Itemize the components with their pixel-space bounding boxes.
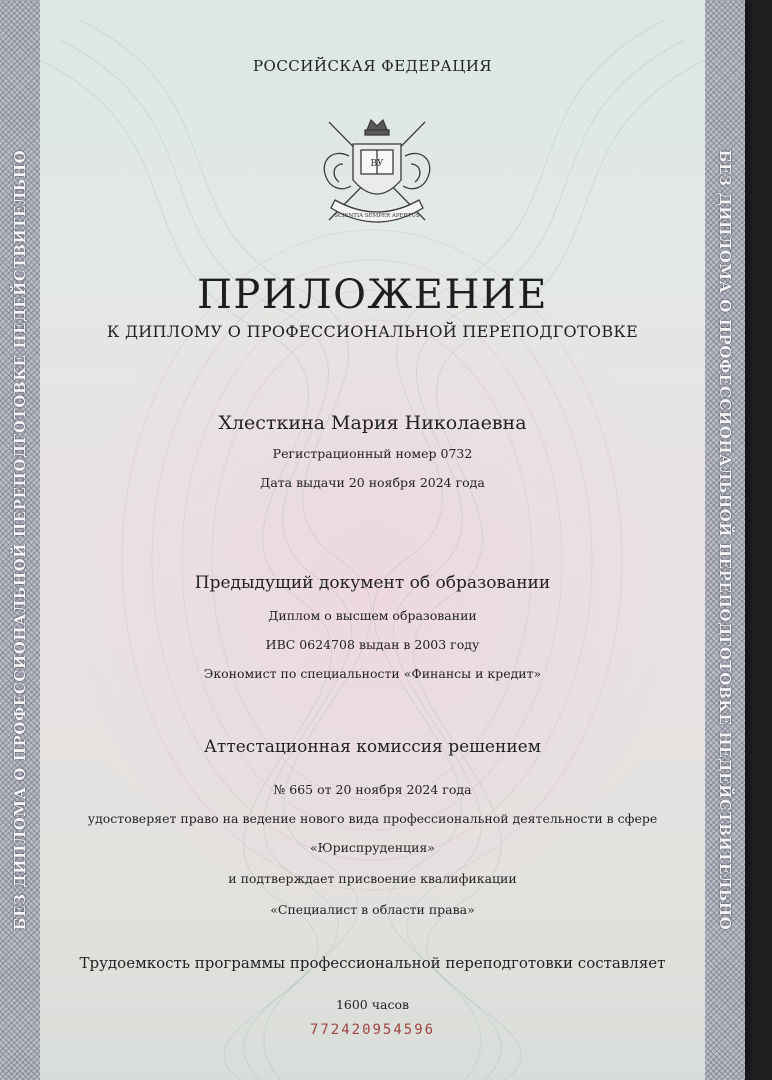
commission-right-text: удостоверяет право на ведение нового вида профессиональной деятельности в сфере [87, 811, 658, 826]
commission-decision: № 665 от 20 ноября 2024 года [273, 782, 472, 797]
labor-intensity-heading: Трудоемкость программы профессиональной переподготовки составляет [79, 954, 666, 972]
commission-confirm-text: и подтверждает присвоение квалификации [228, 871, 517, 886]
institution-emblem-icon [303, 108, 451, 253]
previous-document-number: ИВС 0624708 выдан в 2003 году [265, 637, 480, 652]
left-strip-text: БЕЗ ДИПЛОМА О ПРОФЕССИОНАЛЬНОЙ ПЕРЕПОДГОТОВКЕ НЕДЕЙСТВИТЕЛЬНО [11, 149, 29, 931]
right-strip-text: БЕЗ ДИПЛОМА О ПРОФЕССИОНАЛЬНОЙ ПЕРЕПОДГОТОВКЕ НЕДЕЙСТВИТЕЛЬНО [716, 149, 734, 931]
labor-hours: 1600 часов [335, 997, 410, 1012]
left-security-strip [0, 0, 40, 1080]
registration-number: Регистрационный номер 0732 [272, 446, 473, 461]
issue-date: Дата выдачи 20 ноября 2024 года [260, 475, 485, 490]
emblem-book-letters: ВУ [370, 159, 384, 169]
country-header: РОССИЙСКАЯ ФЕДЕРАЦИЯ [252, 57, 493, 75]
previous-document-qualification: Экономист по специальности «Финансы и кредит» [203, 666, 542, 681]
document-title: ПРИЛОЖЕНИЕ [197, 272, 548, 318]
commission-heading: Аттестационная комиссия решением [204, 737, 541, 757]
assigned-qualification: «Специалист в области права» [270, 902, 475, 917]
previous-document-type: Диплом о высшем образовании [268, 608, 477, 623]
professional-field: «Юриспруденция» [310, 840, 435, 855]
document-subtitle: К ДИПЛОМУ О ПРОФЕССИОНАЛЬНОЙ ПЕРЕПОДГОТОВКЕ [106, 322, 639, 341]
right-security-strip [705, 0, 745, 1080]
serial-number: 772420954596 [309, 1022, 436, 1038]
previous-document-heading: Предыдущий документ об образовании [194, 573, 551, 593]
holder-name: Хлесткина Мария Николаевна [218, 412, 527, 434]
emblem-motto: SCIENTIA SEMPER APERTUS [334, 213, 420, 219]
